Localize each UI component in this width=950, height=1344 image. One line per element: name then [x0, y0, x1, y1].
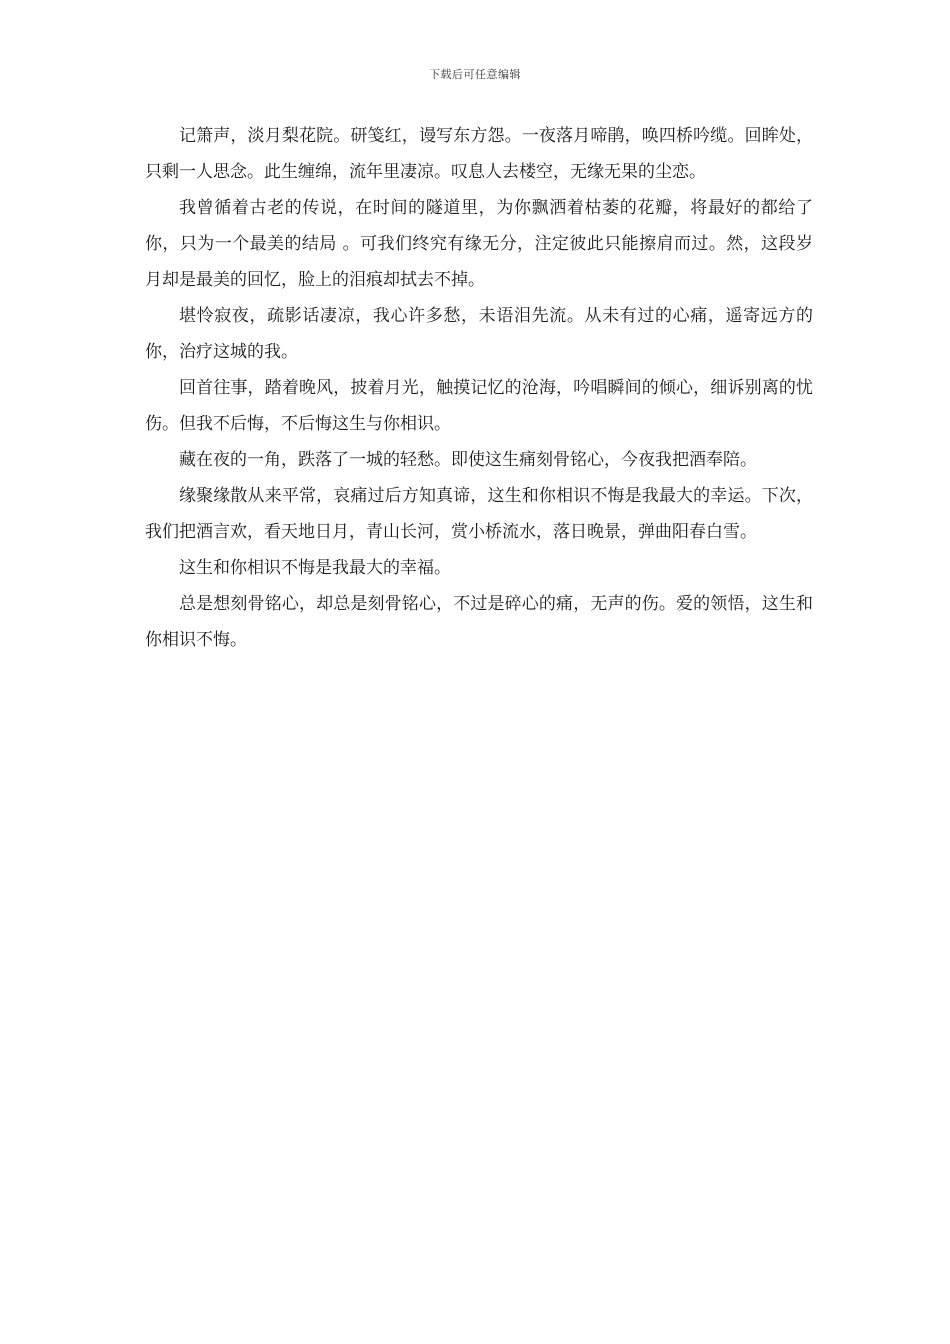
paragraph-8: 总是想刻骨铭心，却总是刻骨铭心，不过是碎心的痛，无声的伤。爱的领悟，这生和你相识不悔。: [145, 594, 813, 650]
paragraph-4: 回首往事，踏着晚风，披着月光，触摸记忆的沧海，吟唱瞬间的倾心，细诉别离的忧伤。但我不后悔，不后悔这生与你相识。: [145, 378, 813, 434]
paragraph-6: 缘聚缘散从来平常，哀痛过后方知真谛，这生和你相识不悔是我最大的幸运。下次，我们把酒言欢，看天地日月，青山长河，赏小桥流水，落日晚景，弹曲阳春白雪。: [145, 486, 813, 542]
page-header: 下载后可任意编辑: [429, 68, 521, 81]
paragraph-2: 我曾循着古老的传说，在时间的隧道里，为你飘洒着枯萎的花瓣，将最好的都给了你，只为一个最美的结局 。可我们终究有缘无分，注定彼此只能擦肩而过。然，这段岁月却是最美的回忆，脸上的泪痕却拭去不掉。: [145, 198, 813, 290]
paragraph-5: 藏在夜的一角，跌落了一城的轻愁。即使这生痛刻骨铭心，今夜我把酒奉陪。: [179, 450, 757, 470]
paragraph-1: 记箫声，淡月梨花院。研笺红，谩写东方怨。一夜落月啼鹃，唤四桥吟缆。回眸处，只剩一人思念。此生缠绵，流年里凄凉。叹息人去楼空，无缘无果的尘恋。: [145, 126, 813, 182]
document-body: [145, 118, 813, 658]
paragraph-3: 堪怜寂夜，疏影话凄凉，我心许多愁，未语泪先流。从未有过的心痛，遥寄远方的你，治疗这城的我。: [145, 306, 813, 362]
paragraph-7: 这生和你相识不悔是我最大的幸福。: [179, 558, 451, 578]
